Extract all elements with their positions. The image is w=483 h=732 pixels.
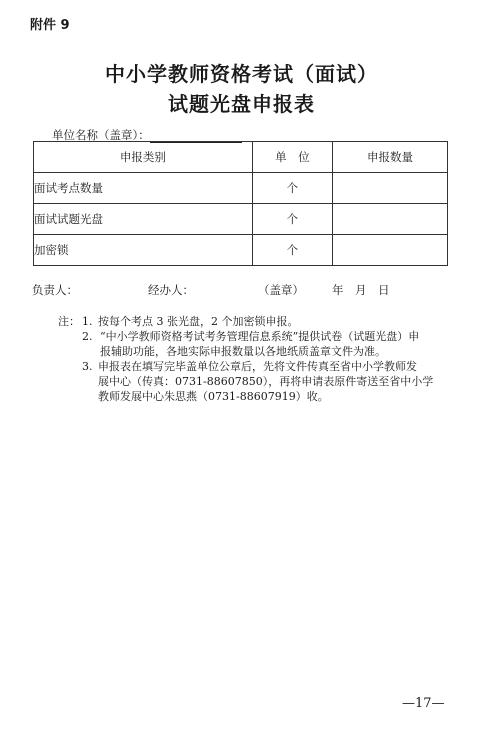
note-item — [60, 329, 455, 359]
row-unit: 个 — [252, 173, 332, 204]
title-line-1: 中小学教师资格考试（面试） — [105, 62, 378, 86]
note-number: 3. — [82, 360, 93, 373]
note-number: 1. — [82, 315, 93, 328]
header-category: 申报类别 — [34, 142, 253, 173]
unit-name-label: 单位名称（盖章）： — [52, 128, 150, 142]
note-text-line: 展中心（传真：0731-88607850），再将申请表原件寄送至省中小学 — [98, 375, 434, 388]
row-quantity-field[interactable] — [333, 173, 448, 204]
table-row — [34, 173, 448, 204]
date-label: 年 月 日 — [332, 283, 390, 297]
row-category: 面试试题光盘 — [34, 204, 253, 235]
note-text-line: “中小学教师资格考试考务管理信息系统”提供试卷（试题光盘）申 — [100, 330, 420, 343]
notes-prefix: 注： — [58, 315, 80, 328]
seal-label: （盖章） — [258, 283, 304, 297]
responsible-label: 负责人： — [32, 283, 78, 297]
table-row — [34, 204, 448, 235]
row-unit: 个 — [252, 235, 332, 266]
note-text-line: 申报表在填写完毕盖单位公章后，先将文件传真至省中小学教师发 — [98, 360, 417, 373]
header-unit: 单 位 — [252, 142, 332, 173]
page-number: —17— — [402, 696, 445, 711]
header-quantity: 申报数量 — [333, 142, 448, 173]
row-quantity-field[interactable] — [333, 235, 448, 266]
note-text-line: 教师发展中心朱思燕（0731-88607919）收。 — [98, 390, 329, 403]
note-item — [60, 359, 455, 404]
row-quantity-field[interactable] — [333, 204, 448, 235]
table-row — [34, 235, 448, 266]
note-text-line: 按每个考点 3 张光盘，2 个加密锁申报。 — [98, 315, 299, 328]
note-text-line: 报辅助功能，各地实际申报数量以各地纸质盖章文件为准。 — [100, 345, 386, 358]
row-unit: 个 — [252, 204, 332, 235]
row-category: 加密锁 — [34, 235, 253, 266]
note-number: 2. — [82, 330, 93, 343]
table-header-row — [34, 142, 448, 173]
attachment-label: 附件 9 — [30, 18, 70, 33]
handler-label: 经办人： — [148, 283, 194, 297]
note-item — [60, 314, 455, 329]
notes-section — [60, 314, 455, 404]
report-table — [33, 141, 448, 266]
title-line-2: 试题光盘申报表 — [168, 92, 315, 116]
row-category: 面试考点数量 — [34, 173, 253, 204]
